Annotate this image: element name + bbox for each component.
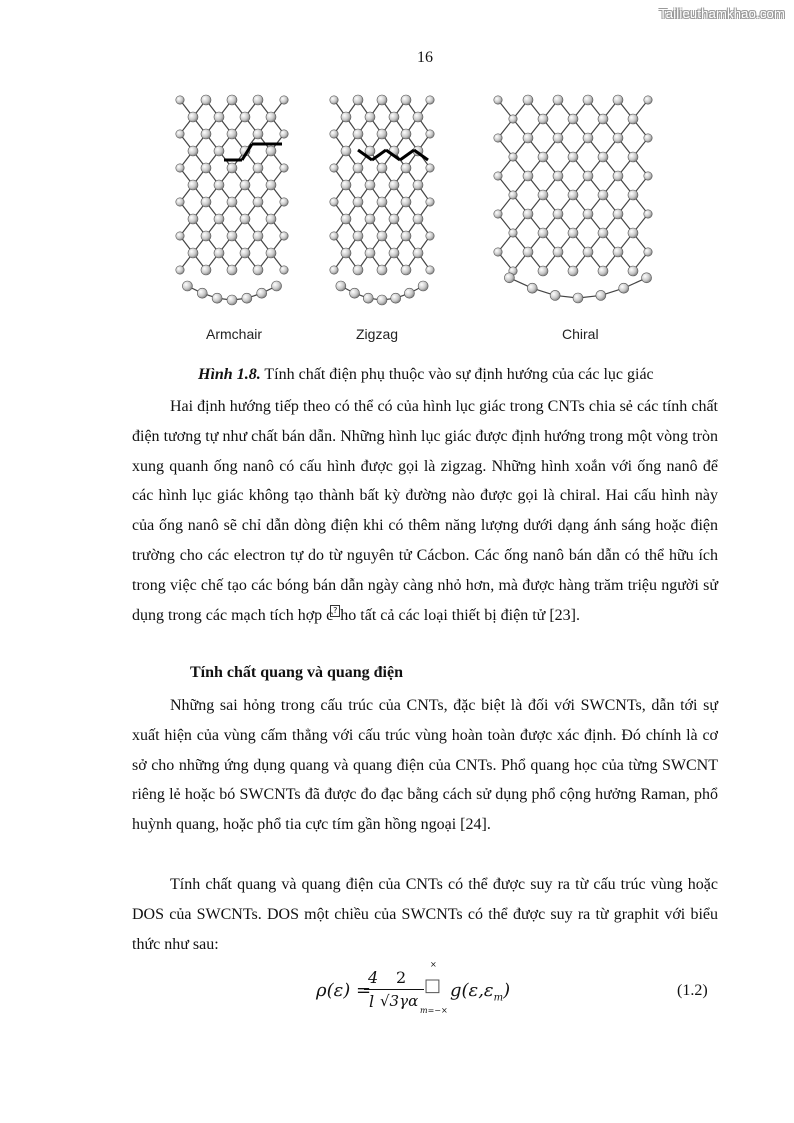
carbon-atom: [509, 191, 517, 199]
carbon-atom: [553, 209, 563, 219]
carbon-atom: [266, 112, 276, 122]
carbon-atom: [257, 288, 267, 298]
carbon-atom: [494, 172, 502, 180]
carbon-atom: [227, 129, 237, 139]
carbon-atom: [341, 112, 351, 122]
carbon-atom: [523, 133, 533, 143]
carbon-atom: [350, 288, 360, 298]
frac2-den: √3γα: [380, 992, 419, 1010]
paragraph-1-text: Hai định hướng tiếp theo có thể có của hình lục giác trong CNTs chia sẻ các tính chất điện tương tự như chất bán dẫn. Những hình lục giác được định hướng trong một vòng tròn xung quanh ống nanô có cấu hình được gọi là zigzag. Những hình xoắn với ống nanô để các hình lục giác không tạo thành bất kỳ đường nào được gọi là chiral. Hai cấu hình này của ống nanô sẽ chỉ dẫn dòng điện khi có thêm năng lượng dưới dạng ánh sáng hoặc điện trường cho các electron tự do từ nguyên tử Cácbon. Các ống nanô bán dẫn có thể hữu ích trong việc chế tạo các bóng bán dẫn ngày càng nhỏ hơn, mà được hàng trăm triệu người sử dụng trong các mạch tích hợp c: [132, 398, 718, 624]
carbon-atom: [176, 130, 184, 138]
carbon-atom: [404, 288, 414, 298]
carbon-atom: [377, 95, 387, 105]
carbon-atom: [401, 231, 411, 241]
carbon-atom: [598, 228, 608, 238]
carbon-atom: [426, 130, 434, 138]
carbon-atom: [266, 214, 276, 224]
carbon-atom: [280, 130, 288, 138]
carbon-atom: [353, 197, 363, 207]
carbon-atom: [401, 197, 411, 207]
carbon-atom: [353, 265, 363, 275]
carbon-atom: [330, 96, 338, 104]
carbon-atom: [596, 290, 606, 300]
carbon-atom: [619, 283, 629, 293]
carbon-atom: [413, 248, 423, 258]
carbon-atom: [240, 248, 250, 258]
carbon-atom: [413, 112, 423, 122]
carbon-atom: [509, 153, 517, 161]
carbon-atom: [365, 180, 375, 190]
carbon-atom: [628, 228, 638, 238]
carbon-atom: [253, 129, 263, 139]
carbon-atom: [628, 114, 638, 124]
carbon-atom: [644, 134, 652, 142]
carbon-atom: [426, 164, 434, 172]
carbon-atom: [598, 152, 608, 162]
carbon-atom: [613, 247, 623, 257]
carbon-atom: [568, 152, 578, 162]
carbon-atom: [553, 247, 563, 257]
carbon-atom: [280, 232, 288, 240]
carbon-atom: [494, 210, 502, 218]
carbon-atom: [280, 266, 288, 274]
carbon-atom: [523, 171, 533, 181]
carbon-atom: [553, 171, 563, 181]
carbon-atom: [253, 197, 263, 207]
caption-label: Hình 1.8.: [198, 366, 261, 383]
carbon-atom: [240, 180, 250, 190]
carbon-atom: [266, 146, 276, 156]
carbon-atom: [197, 288, 207, 298]
carbon-atom: [644, 210, 652, 218]
carbon-atom: [280, 96, 288, 104]
carbon-atom: [188, 112, 198, 122]
carbon-atom: [426, 232, 434, 240]
watermark: Tailieuthamkhao.com: [659, 6, 785, 21]
carbon-atom: [377, 197, 387, 207]
carbon-atom: [568, 228, 578, 238]
paragraph-optical: [132, 691, 718, 840]
carbon-atom: [336, 281, 346, 291]
carbon-atom: [341, 180, 351, 190]
carbon-atom: [182, 281, 192, 291]
equation-1-2: [316, 960, 576, 1022]
carbon-atom: [240, 214, 250, 224]
carbon-atom: [176, 198, 184, 206]
sum-lower-limit: m=−×: [420, 1006, 448, 1015]
carbon-atom: [214, 112, 224, 122]
carbon-atom: [353, 129, 363, 139]
carbon-atom: [389, 214, 399, 224]
carbon-atom: [644, 96, 652, 104]
carbon-atom: [583, 171, 593, 181]
carbon-atom: [365, 214, 375, 224]
carbon-atom: [642, 273, 652, 283]
carbon-atom: [253, 231, 263, 241]
carbon-atom: [583, 95, 593, 105]
label-chiral: Chiral: [562, 326, 599, 342]
carbon-atom: [365, 248, 375, 258]
carbon-atom: [613, 171, 623, 181]
carbon-atom: [568, 266, 578, 276]
carbon-atom: [583, 133, 593, 143]
carbon-atom: [523, 247, 533, 257]
sum-symbol: □: [424, 975, 442, 996]
carbon-atom: [280, 198, 288, 206]
carbon-atom: [418, 281, 428, 291]
carbon-atom: [176, 266, 184, 274]
carbon-atom: [598, 190, 608, 200]
equation-lhs: ρ(ε) =: [316, 980, 372, 1001]
carbon-atom: [201, 163, 211, 173]
paragraph-2-text: Những sai hỏng trong cấu trúc của CNTs, đặc biệt là đối với SWCNTs, dẫn tới sự xuất hiện của vùng cấm thẳng với cấu trúc vùng hoàn toàn được xác định. Đó chính là cơ sở cho những ứng dụng quang và quang điện của CNTs. Phổ quang học của từng SWCNT riêng lẻ hoặc bó SWCNTs đã được đo đạc bằng cách sử dụng phổ cộng hưởng Raman, phổ huỳnh quang, hoặc phổ tia cực tím gần hồng ngoại [24].: [132, 697, 718, 834]
carbon-atom: [628, 152, 638, 162]
carbon-atom: [266, 248, 276, 258]
carbon-atom: [426, 266, 434, 274]
carbon-atom: [201, 231, 211, 241]
carbon-atom: [363, 293, 373, 303]
carbon-atom: [377, 163, 387, 173]
carbon-atom: [377, 295, 387, 305]
paragraph-dos: [132, 870, 718, 959]
carbon-atom: [201, 197, 211, 207]
carbon-atom: [330, 164, 338, 172]
carbon-atom: [538, 152, 548, 162]
carbon-atom: [413, 180, 423, 190]
carbon-atom: [176, 96, 184, 104]
carbon-atom: [628, 190, 638, 200]
carbon-atom: [613, 209, 623, 219]
nanotube-illustrations: [160, 92, 680, 322]
carbon-atom: [272, 281, 282, 291]
carbon-atom: [227, 295, 237, 305]
carbon-atom: [426, 198, 434, 206]
carbon-atom: [538, 266, 548, 276]
carbon-atom: [523, 209, 533, 219]
carbon-atom: [509, 229, 517, 237]
carbon-atom: [253, 163, 263, 173]
carbon-atom: [401, 129, 411, 139]
carbon-atom: [188, 214, 198, 224]
carbon-atom: [426, 96, 434, 104]
sum-upper-limit: ×: [430, 960, 437, 969]
carbon-atom: [598, 114, 608, 124]
carbon-atom: [538, 228, 548, 238]
carbon-atom: [176, 232, 184, 240]
carbon-atom: [266, 180, 276, 190]
carbon-atom: [573, 293, 583, 303]
paragraph-electrical: [132, 392, 718, 630]
carbon-atom: [377, 265, 387, 275]
carbon-atom: [201, 129, 211, 139]
frac1-num: 4: [368, 968, 379, 987]
carbon-atom: [280, 164, 288, 172]
carbon-atom: [330, 232, 338, 240]
carbon-atom: [201, 265, 211, 275]
carbon-atom: [389, 112, 399, 122]
carbon-atom: [365, 112, 375, 122]
carbon-atom: [353, 163, 363, 173]
carbon-atom: [330, 130, 338, 138]
carbon-atom: [227, 231, 237, 241]
bond-line: [400, 150, 414, 160]
frac1-den: l: [369, 992, 375, 1011]
carbon-atom: [494, 248, 502, 256]
carbon-atom: [527, 283, 537, 293]
carbon-atom: [341, 214, 351, 224]
carbon-atom: [583, 209, 593, 219]
carbon-atom: [504, 273, 514, 283]
frac2-bar: [378, 989, 424, 990]
carbon-atom: [227, 197, 237, 207]
label-armchair: Armchair: [206, 326, 263, 342]
carbon-atom: [583, 247, 593, 257]
carbon-atom: [377, 129, 387, 139]
carbon-atom: [214, 180, 224, 190]
carbon-atom: [253, 95, 263, 105]
equation-number: (1.2): [677, 982, 708, 999]
carbon-atom: [188, 180, 198, 190]
carbon-atom: [188, 146, 198, 156]
carbon-atom: [389, 248, 399, 258]
carbon-atom: [377, 231, 387, 241]
carbon-atom: [413, 214, 423, 224]
carbon-atom: [214, 248, 224, 258]
nanotube-figure: [160, 92, 680, 354]
carbon-atom: [613, 95, 623, 105]
frac1-bar: [364, 989, 378, 990]
carbon-atom: [494, 96, 502, 104]
carbon-atom: [401, 265, 411, 275]
carbon-atom: [227, 163, 237, 173]
carbon-atom: [553, 133, 563, 143]
carbon-atom: [613, 133, 623, 143]
carbon-atom: [553, 95, 563, 105]
carbon-atom: [538, 114, 548, 124]
carbon-atom: [391, 293, 401, 303]
carbon-atom: [253, 265, 263, 275]
carbon-atom: [201, 95, 211, 105]
missing-glyph-icon: ?: [330, 605, 340, 617]
carbon-atom: [568, 114, 578, 124]
carbon-atom: [550, 290, 560, 300]
paragraph-1-end: ho tất cả các loại thiết bị điện tử [23].: [340, 606, 580, 624]
carbon-atom: [341, 248, 351, 258]
section-heading: Tính chất quang và quang điện: [190, 664, 403, 681]
carbon-atom: [568, 190, 578, 200]
carbon-atom: [341, 146, 351, 156]
caption-text: Tính chất điện phụ thuộc vào sự định hướng của các lục giác: [260, 366, 654, 383]
carbon-atom: [227, 95, 237, 105]
carbon-atom: [389, 180, 399, 190]
carbon-atom: [353, 231, 363, 241]
carbon-atom: [240, 112, 250, 122]
carbon-atom: [330, 266, 338, 274]
carbon-atom: [227, 265, 237, 275]
carbon-atom: [644, 172, 652, 180]
page-number: 16: [417, 49, 433, 66]
equation-rhs: $g(\varepsilon,\varepsilon_m)$: [450, 980, 511, 1004]
carbon-atom: [242, 293, 252, 303]
carbon-atom: [628, 266, 638, 276]
carbon-atom: [538, 190, 548, 200]
carbon-atom: [523, 95, 533, 105]
carbon-atom: [214, 146, 224, 156]
carbon-atom: [401, 95, 411, 105]
carbon-atom: [401, 163, 411, 173]
paragraph-3-text: Tính chất quang và quang điện của CNTs có thể được suy ra từ cấu trúc vùng hoặc DOS của SWCNTs. DOS một chiều của SWCNTs có thể được suy ra từ graphit với biểu thức như sau:: [132, 876, 718, 953]
carbon-atom: [509, 115, 517, 123]
carbon-atom: [598, 266, 608, 276]
carbon-atom: [644, 248, 652, 256]
label-zigzag: Zigzag: [356, 326, 399, 342]
carbon-atom: [188, 248, 198, 258]
carbon-atom: [214, 214, 224, 224]
carbon-atom: [330, 198, 338, 206]
frac2-num: 2: [396, 968, 407, 987]
carbon-atom: [176, 164, 184, 172]
carbon-atom: [353, 95, 363, 105]
figure-caption: [198, 366, 654, 384]
carbon-atom: [212, 293, 222, 303]
carbon-atom: [494, 134, 502, 142]
